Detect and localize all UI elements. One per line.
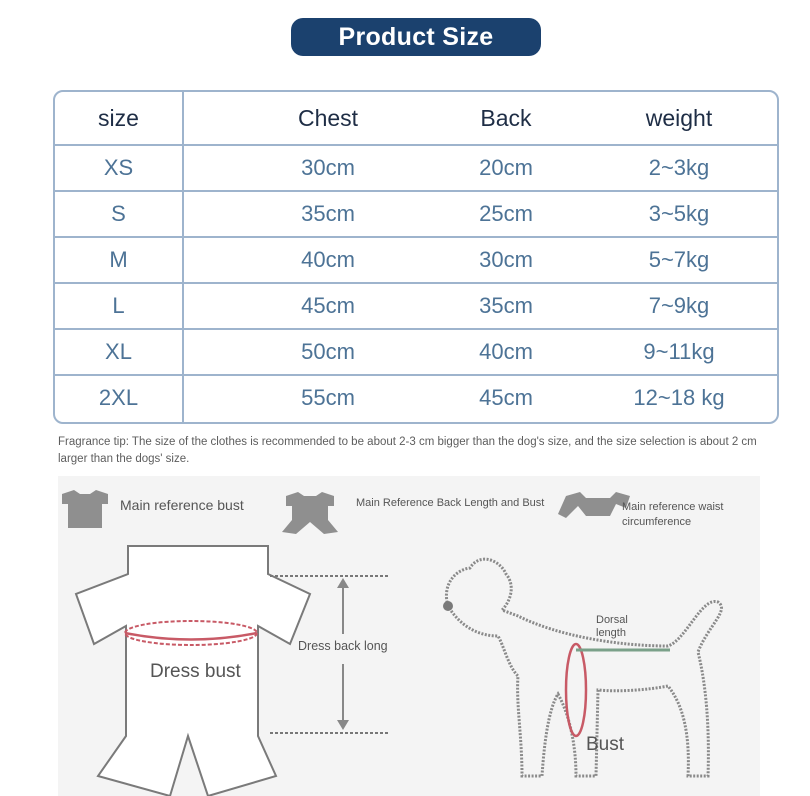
chest-cell: 35cm bbox=[301, 201, 355, 226]
ref-back-label: Main Reference Back Length and Bust bbox=[356, 497, 545, 509]
table-row bbox=[55, 236, 777, 282]
weight-cell: 9~11kg bbox=[643, 339, 715, 364]
back-cell: 45cm bbox=[479, 385, 533, 410]
back-cell: 30cm bbox=[479, 247, 533, 272]
harness-icon bbox=[558, 492, 630, 518]
size-cell: XL bbox=[105, 339, 132, 364]
chest-cell: 40cm bbox=[301, 247, 355, 272]
table-row bbox=[55, 144, 777, 190]
table-row bbox=[55, 282, 777, 328]
table-row bbox=[55, 374, 777, 420]
ref-bust-label: Main reference bust bbox=[120, 497, 244, 513]
size-tip: Fragrance tip: The size of the clothes is recommended to be about 2-3 cm bigger than the dog's size, and the size selection is about 2 cm larger than the dogs' size. bbox=[58, 436, 757, 465]
chest-cell: 55cm bbox=[301, 385, 355, 410]
table-row bbox=[55, 190, 777, 236]
size-cell: 2XL bbox=[98, 385, 139, 410]
back-cell: 40cm bbox=[479, 339, 533, 364]
size-diagram bbox=[58, 476, 760, 796]
arrow-up-icon bbox=[337, 578, 349, 588]
weight-cell: 3~5kg bbox=[648, 201, 710, 226]
size-table bbox=[53, 90, 779, 424]
chest-cell: 30cm bbox=[301, 155, 355, 180]
dress-bust-label: Dress bust bbox=[150, 661, 241, 682]
weight-cell: 5~7kg bbox=[648, 247, 710, 272]
page-title: Product Size bbox=[291, 18, 541, 56]
dorsal-length-label: Dorsal length bbox=[596, 614, 628, 639]
weight-cell: 7~9kg bbox=[648, 293, 710, 318]
back-cell: 25cm bbox=[479, 201, 533, 226]
table-header-row bbox=[55, 92, 777, 144]
weight-cell: 12~18 kg bbox=[633, 385, 725, 410]
dress-back-long-label: Dress back long bbox=[298, 639, 388, 653]
tshirt-icon bbox=[62, 490, 108, 528]
header-chest: Chest bbox=[297, 104, 359, 131]
table-row bbox=[55, 328, 777, 374]
ref-waist-label: Main reference waist circumference bbox=[622, 501, 724, 528]
weight-cell: 2~3kg bbox=[648, 155, 710, 180]
header-weight: weight bbox=[645, 104, 713, 131]
header-size: size bbox=[98, 104, 139, 131]
size-cell: L bbox=[112, 293, 125, 318]
bust-label: Bust bbox=[586, 734, 625, 755]
size-cell: XS bbox=[103, 155, 134, 180]
chest-cell: 50cm bbox=[301, 339, 355, 364]
back-cell: 35cm bbox=[479, 293, 533, 318]
size-cell: S bbox=[111, 201, 126, 226]
dog-nose-icon bbox=[443, 601, 453, 611]
size-cell: M bbox=[109, 247, 128, 272]
arrow-down-icon bbox=[337, 720, 349, 730]
chest-cell: 45cm bbox=[301, 293, 355, 318]
back-cell: 20cm bbox=[479, 155, 533, 180]
header-back: Back bbox=[480, 104, 532, 131]
dog-bust-ring bbox=[566, 644, 586, 736]
jumpsuit-icon bbox=[282, 492, 338, 534]
